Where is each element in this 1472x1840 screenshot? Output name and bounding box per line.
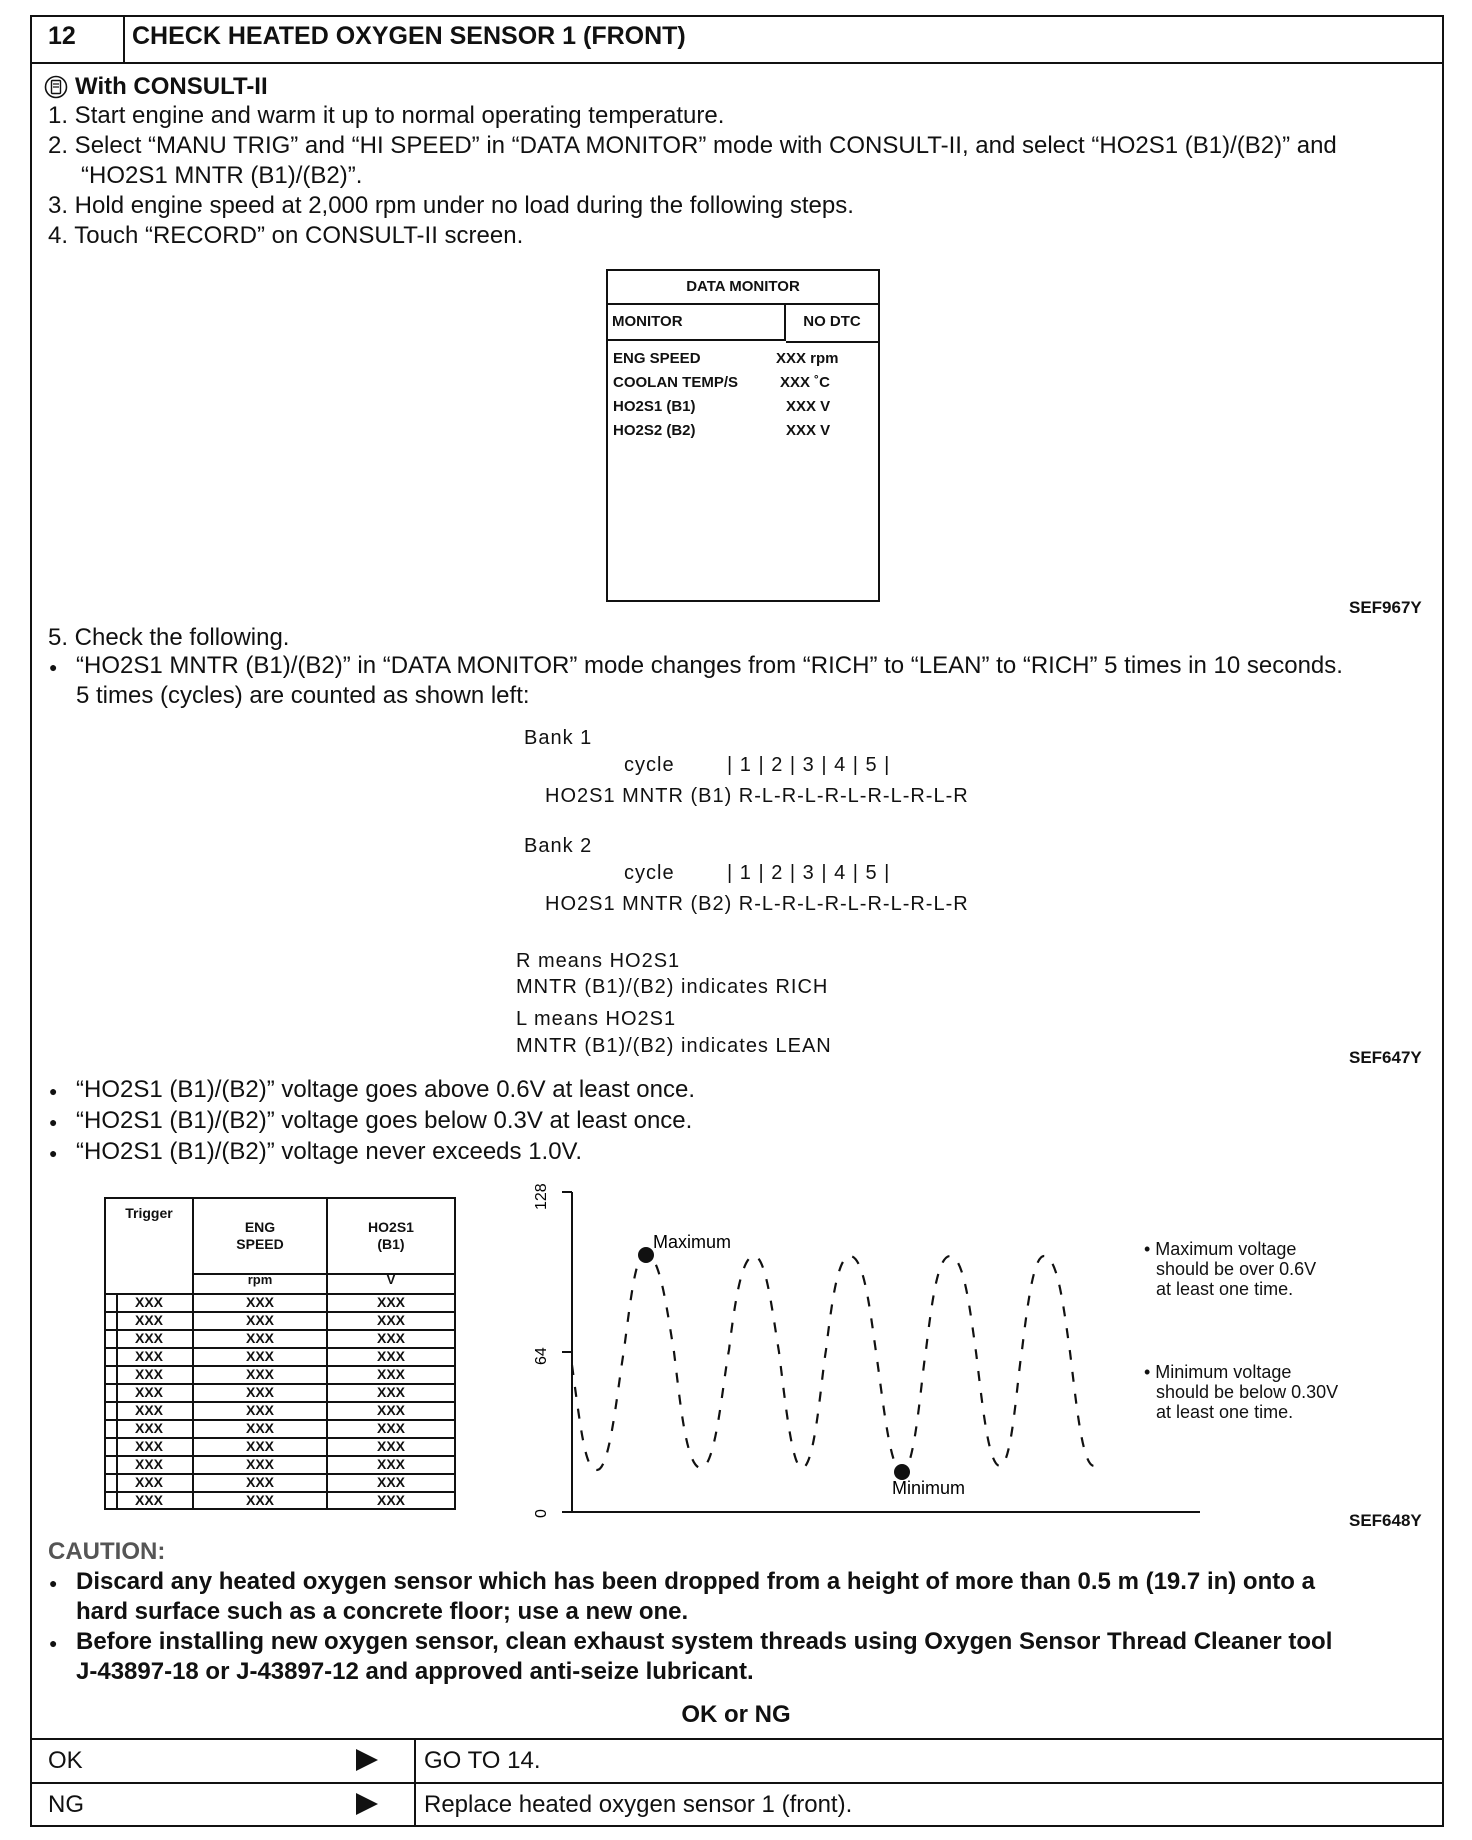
table-cell: XXX [376, 1402, 405, 1418]
bullet-voltage-below: ● “HO2S1 (B1)/(B2)” voltage goes below 0.3V at least once. [76, 1106, 692, 1136]
result-ng-code: NG [48, 1791, 84, 1818]
result-table-top [30, 1738, 1444, 1740]
r-meaning-line1: R means HO2S1 [516, 950, 681, 972]
table-cell: XXX [376, 1456, 405, 1472]
waveform-line [572, 1254, 1094, 1472]
l-meaning-line1: L means HO2S1 [516, 1008, 677, 1030]
bullet-voltage-above: ● “HO2S1 (B1)/(B2)” voltage goes above 0.6V at least once. [76, 1075, 695, 1105]
table-row [106, 1401, 454, 1419]
rpm-unit: rpm [247, 1272, 273, 1287]
step-3: 3. Hold engine speed at 2,000 rpm under no load during the following steps. [48, 192, 854, 219]
bank2-cycle-row: cycle | 1 | 2 | 3 | 4 | 5 | [624, 862, 891, 884]
caution-item-2: ● Before installing new oxygen sensor, clean exhaust system threads using Oxygen Sensor Thread Cleaner tool [76, 1627, 1332, 1657]
y-tick-128: 128 [533, 1183, 550, 1210]
table-row [106, 1383, 454, 1401]
table-cell: XXX [134, 1366, 163, 1382]
table-row [106, 1311, 454, 1329]
table-cell: XXX [245, 1330, 274, 1346]
trigger-header: Trigger [125, 1205, 173, 1221]
table-cell: XXX [134, 1294, 163, 1310]
min-voltage-note [1144, 1362, 1338, 1422]
table-cell: XXX [245, 1456, 274, 1472]
table-cell: XXX [134, 1348, 163, 1364]
header-divider [30, 62, 1444, 64]
data-monitor-screen [606, 269, 880, 602]
monitor-item-name: HO2S2 (B2) [613, 422, 696, 439]
ho2s1-header-line1: HO2S1 [368, 1219, 414, 1235]
min-note-line: • Minimum voltage [1144, 1362, 1292, 1382]
step-title: CHECK HEATED OXYGEN SENSOR 1 (FRONT) [132, 22, 686, 50]
with-consult-label: With CONSULT-II [75, 73, 268, 100]
table-cell: XXX [134, 1474, 163, 1490]
bullet-cycle-check-continued: 5 times (cycles) are counted as shown left: [76, 682, 530, 709]
monitor-column-header: MONITOR [608, 303, 786, 341]
bank1-cycle-row: cycle | 1 | 2 | 3 | 4 | 5 | [624, 754, 891, 776]
caution-title: CAUTION: [48, 1538, 166, 1565]
table-row [106, 1437, 454, 1455]
max-note-line: at least one time. [1156, 1279, 1294, 1299]
step-4: 4. Touch “RECORD” on CONSULT-II screen. [48, 222, 524, 249]
table-row [106, 1347, 454, 1365]
table-row [106, 1293, 454, 1311]
arrow-icon [356, 1793, 378, 1815]
figure-ref-sef648y: SEF648Y [1349, 1511, 1422, 1530]
y-tick-64: 64 [533, 1347, 550, 1365]
bank1-label: Bank 1 [524, 727, 593, 749]
monitor-item-value: XXX V [786, 422, 831, 439]
trigger-table [104, 1197, 456, 1510]
table-cell: XXX [134, 1312, 163, 1328]
step-1: 1. Start engine and warm it up to normal operating temperature. [48, 102, 725, 129]
table-cell: XXX [376, 1420, 405, 1436]
eng-speed-header-line2: SPEED [236, 1236, 284, 1252]
monitor-item-value: XXX V [786, 398, 831, 415]
ho2s1-header-line2: (B1) [377, 1236, 405, 1252]
table-cell: XXX [134, 1402, 163, 1418]
table-cell: XXX [376, 1348, 405, 1364]
table-cell: XXX [376, 1474, 405, 1490]
table-cell: XXX [134, 1492, 163, 1508]
figure-ref-sef647y: SEF647Y [1349, 1048, 1422, 1067]
no-dtc-header: NO DTC [786, 303, 878, 343]
caution-item-1: ● Discard any heated oxygen sensor which has been dropped from a height of more than 0.5 m (19.7 in) onto a [76, 1567, 1315, 1597]
table-cell: XXX [134, 1330, 163, 1346]
table-cell: XXX [245, 1366, 274, 1382]
step-2: 2. Select “MANU TRIG” and “HI SPEED” in “DATA MONITOR” mode with CONSULT-II, and select “HO2S1 (B1)/(B2)” and [48, 132, 1337, 159]
table-row [106, 1491, 454, 1509]
table-row [106, 1365, 454, 1383]
header-column-divider [123, 15, 125, 63]
table-cell: XXX [134, 1384, 163, 1400]
consult-tester-icon [44, 75, 68, 104]
arrow-icon [356, 1749, 378, 1771]
table-cell: XXX [245, 1492, 274, 1508]
bullet-cycle-check: ● “HO2S1 MNTR (B1)/(B2)” in “DATA MONITOR” mode changes from “RICH” to “LEAN” to “RICH” 5 times in 10 seconds. [76, 651, 1343, 681]
eng-speed-header-line1: ENG [244, 1219, 276, 1235]
table-cell: XXX [134, 1456, 163, 1472]
table-cell: XXX [376, 1384, 405, 1400]
table-cell: XXX [376, 1294, 405, 1310]
r-meaning-line2: MNTR (B1)/(B2) indicates RICH [516, 976, 829, 998]
max-note-line: • Maximum voltage [1144, 1239, 1297, 1259]
table-cell: XXX [134, 1420, 163, 1436]
figure-ref-sef967y: SEF967Y [1349, 598, 1422, 617]
ok-or-ng-label: OK or NG [681, 1701, 791, 1728]
min-note-line: should be below 0.30V [1156, 1382, 1339, 1402]
table-cell: XXX [376, 1312, 405, 1328]
monitor-item-name: HO2S1 (B1) [613, 398, 696, 415]
result-ok-action: GO TO 14. [424, 1747, 541, 1774]
step-5: 5. Check the following. [48, 624, 290, 651]
y-tick-0: 0 [533, 1509, 550, 1518]
result-column-divider [414, 1738, 416, 1827]
table-row [106, 1473, 454, 1491]
bank2-monitor-row: HO2S1 MNTR (B2) R-L-R-L-R-L-R-L-R-L-R [545, 893, 969, 915]
table-cell: XXX [245, 1294, 274, 1310]
volt-unit: V [386, 1272, 396, 1287]
table-cell: XXX [245, 1348, 274, 1364]
monitor-item-name: COOLAN TEMP/S [613, 374, 739, 391]
step-2-continued: “HO2S1 MNTR (B1)/(B2)”. [81, 162, 363, 189]
min-note-line: at least one time. [1156, 1402, 1294, 1422]
table-cell: XXX [245, 1474, 274, 1490]
data-monitor-title: DATA MONITOR [608, 271, 878, 305]
result-table-divider [30, 1782, 1444, 1784]
monitor-item-name: ENG SPEED [613, 350, 701, 367]
l-meaning-line2: MNTR (B1)/(B2) indicates LEAN [516, 1035, 832, 1057]
table-row [106, 1419, 454, 1437]
table-cell: XXX [376, 1366, 405, 1382]
table-cell: XXX [245, 1402, 274, 1418]
bank1-monitor-row: HO2S1 MNTR (B1) R-L-R-L-R-L-R-L-R-L-R [545, 785, 969, 807]
caution-item-1-continued: hard surface such as a concrete floor; use a new one. [76, 1598, 689, 1625]
table-row [106, 1329, 454, 1347]
table-cell: XXX [376, 1330, 405, 1346]
result-ok-code: OK [48, 1747, 83, 1774]
step-number: 12 [48, 22, 76, 50]
table-cell: XXX [245, 1384, 274, 1400]
maximum-label: Maximum [653, 1232, 732, 1252]
bank2-label: Bank 2 [524, 835, 593, 857]
maximum-point [638, 1247, 654, 1263]
result-ng-action: Replace heated oxygen sensor 1 (front). [424, 1791, 853, 1818]
max-note-line: should be over 0.6V [1156, 1259, 1317, 1279]
table-cell: XXX [245, 1438, 274, 1454]
table-row [106, 1455, 454, 1473]
max-voltage-note [1144, 1239, 1316, 1299]
caution-item-2-continued: J-43897-18 or J-43897-12 and approved anti-seize lubricant. [76, 1658, 754, 1685]
monitor-item-value: XXX rpm [776, 350, 839, 367]
table-cell: XXX [245, 1312, 274, 1328]
bullet-voltage-max: ● “HO2S1 (B1)/(B2)” voltage never exceeds 1.0V. [76, 1137, 582, 1167]
table-cell: XXX [376, 1438, 405, 1454]
table-cell: XXX [376, 1492, 405, 1508]
table-cell: XXX [134, 1438, 163, 1454]
voltage-waveform [520, 1180, 1220, 1530]
monitor-item-value: XXX ˚C [780, 374, 831, 391]
minimum-label: Minimum [892, 1478, 966, 1498]
table-cell: XXX [245, 1420, 274, 1436]
